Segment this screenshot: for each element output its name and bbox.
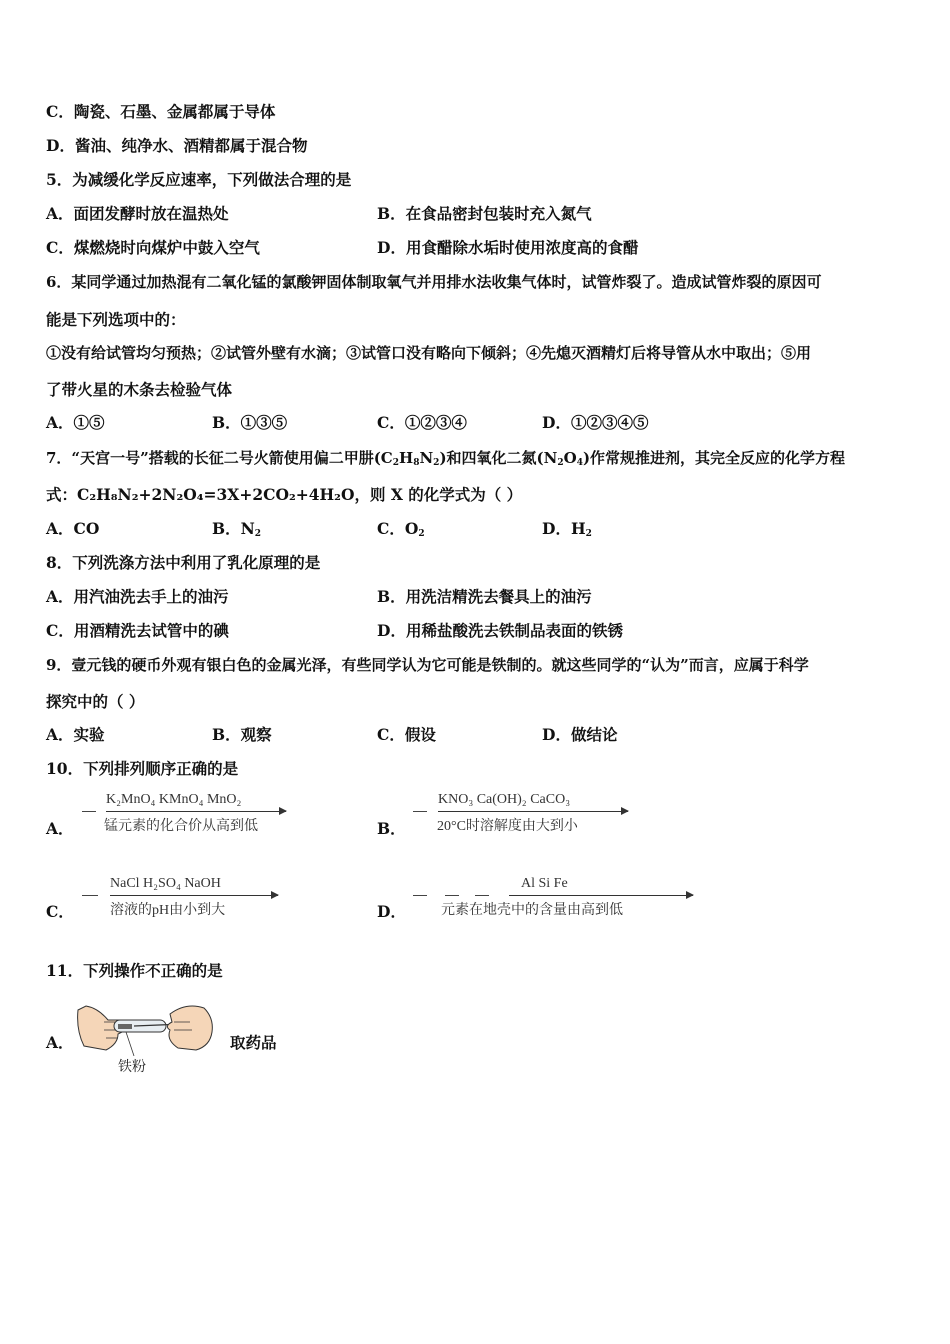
q5-option-b: B．在食品密封包装时充入氮气 [377, 204, 592, 223]
q10-option-d-label: D． [377, 902, 406, 921]
q10-option-a-bottom: 锰元素的化合价从高到低 [104, 819, 258, 834]
q7-option-b: B．$N_2$ [212, 519, 262, 539]
q11-option-a-text: 取药品 [230, 1033, 277, 1052]
q7-stem-1: 7．“天宫一号”搭载的长征二号火箭使用偏二甲肼$(C_2H_8N_2)$和四氧化二氮$(N_2O_4)$作常规推进剂，其完全反应的化学方程 [46, 449, 846, 468]
q11-stem: 11．下列操作不正确的是 [46, 961, 223, 980]
q8-option-a: A．用汽油洗去手上的油污 [46, 587, 229, 606]
q10-option-b-label: B． [377, 819, 406, 838]
q6-option-a: A．①⑤ [46, 413, 105, 432]
q10-option-c-label: C． [46, 902, 74, 921]
q9-option-b: B．观察 [212, 725, 272, 744]
q4-option-c: C．陶瓷、石墨、金属都属于导体 [46, 102, 276, 121]
q8-option-c: C．用酒精洗去试管中的碘 [46, 621, 229, 640]
q9-stem-1: 9．壹元钱的硬币外观有银白色的金属光泽，有些同学认为它可能是铁制的。就这些同学的“认为”而言，应属于科学 [46, 656, 809, 674]
arrow-icon [110, 895, 278, 896]
q7-stem-2: 式：C₂H₈N₂+2N₂O₄=3X+2CO₂+4H₂O，则 X 的化学式为（ ） [46, 485, 523, 504]
q6-option-c: C．①②③④ [377, 413, 467, 432]
q5-option-d: D．用食醋除水垢时使用浓度高的食醋 [377, 238, 639, 257]
q6-stem-1: 6．某同学通过加热混有二氧化锰的氯酸钾固体制取氧气并用排水法收集气体时，试管炸裂了。造成试管炸裂的原因可 [46, 273, 822, 291]
q10-option-a-figure [82, 792, 292, 836]
q6-stem-2: 能是下列选项中的： [46, 310, 186, 329]
q10-option-c-figure [82, 876, 292, 920]
q7-option-d: D．$H_2$ [542, 519, 592, 539]
hands-test-tube-illustration [74, 1000, 216, 1056]
q7-option-a: A．CO [46, 519, 100, 538]
q9-option-c: C．假设 [377, 725, 436, 744]
q8-stem: 8．下列洗涤方法中利用了乳化原理的是 [46, 553, 321, 572]
q6-option-d: D．①②③④⑤ [542, 413, 649, 432]
q5-stem: 5．为减缓化学反应速率，下列做法合理的是 [46, 170, 352, 189]
q6-stem-4: 了带火星的木条去检验气体 [46, 380, 233, 399]
q8-option-b: B．用洗洁精洗去餐具上的油污 [377, 587, 592, 606]
q10-option-d-bottom: 元素在地壳中的含量由高到低 [441, 903, 623, 918]
q10-option-c-top: NaCl H₂SO₄ NaOH [110, 876, 221, 891]
arrow-icon [106, 811, 286, 812]
q9-option-a: A．实验 [46, 725, 105, 744]
q9-stem-2: 探究中的（ ） [46, 692, 145, 711]
q10-option-b-bottom: 20°C时溶解度由大到小 [437, 819, 578, 834]
q10-option-a-top: K₂MnO₄ KMnO₄ MnO₂ [106, 792, 242, 807]
q10-stem: 10．下列排列顺序正确的是 [46, 759, 239, 778]
q6-option-b: B．①③⑤ [212, 413, 288, 432]
q10-option-a-label: A． [46, 819, 74, 838]
q9-option-d: D．做结论 [542, 725, 618, 744]
q10-option-b-top: KNO₃ Ca(OH)₂ CaCO₃ [438, 792, 571, 807]
q10-option-d-top: Al Si Fe [521, 876, 568, 891]
q5-option-c: C．煤燃烧时向煤炉中鼓入空气 [46, 238, 260, 257]
q6-stem-3: ①没有给试管均匀预热；②试管外壁有水滴；③试管口没有略向下倾斜；④先熄灭酒精灯后将导管从水中取出；⑤用 [46, 344, 812, 362]
q10-option-d-figure [413, 876, 703, 920]
q11-option-a-caption: 铁粉 [118, 1059, 146, 1075]
q11-option-a-label: A． [46, 1033, 74, 1052]
q10-option-c-bottom: 溶液的pH由小到大 [110, 903, 226, 918]
q7-option-c: C．$O_2$ [377, 519, 425, 539]
q5-option-a: A．面团发酵时放在温热处 [46, 204, 229, 223]
q8-option-d: D．用稀盐酸洗去铁制品表面的铁锈 [377, 621, 623, 640]
q4-option-d: D．酱油、纯净水、酒精都属于混合物 [46, 136, 308, 155]
arrow-icon [509, 895, 693, 896]
q10-option-b-figure [413, 792, 633, 836]
arrow-icon [438, 811, 628, 812]
